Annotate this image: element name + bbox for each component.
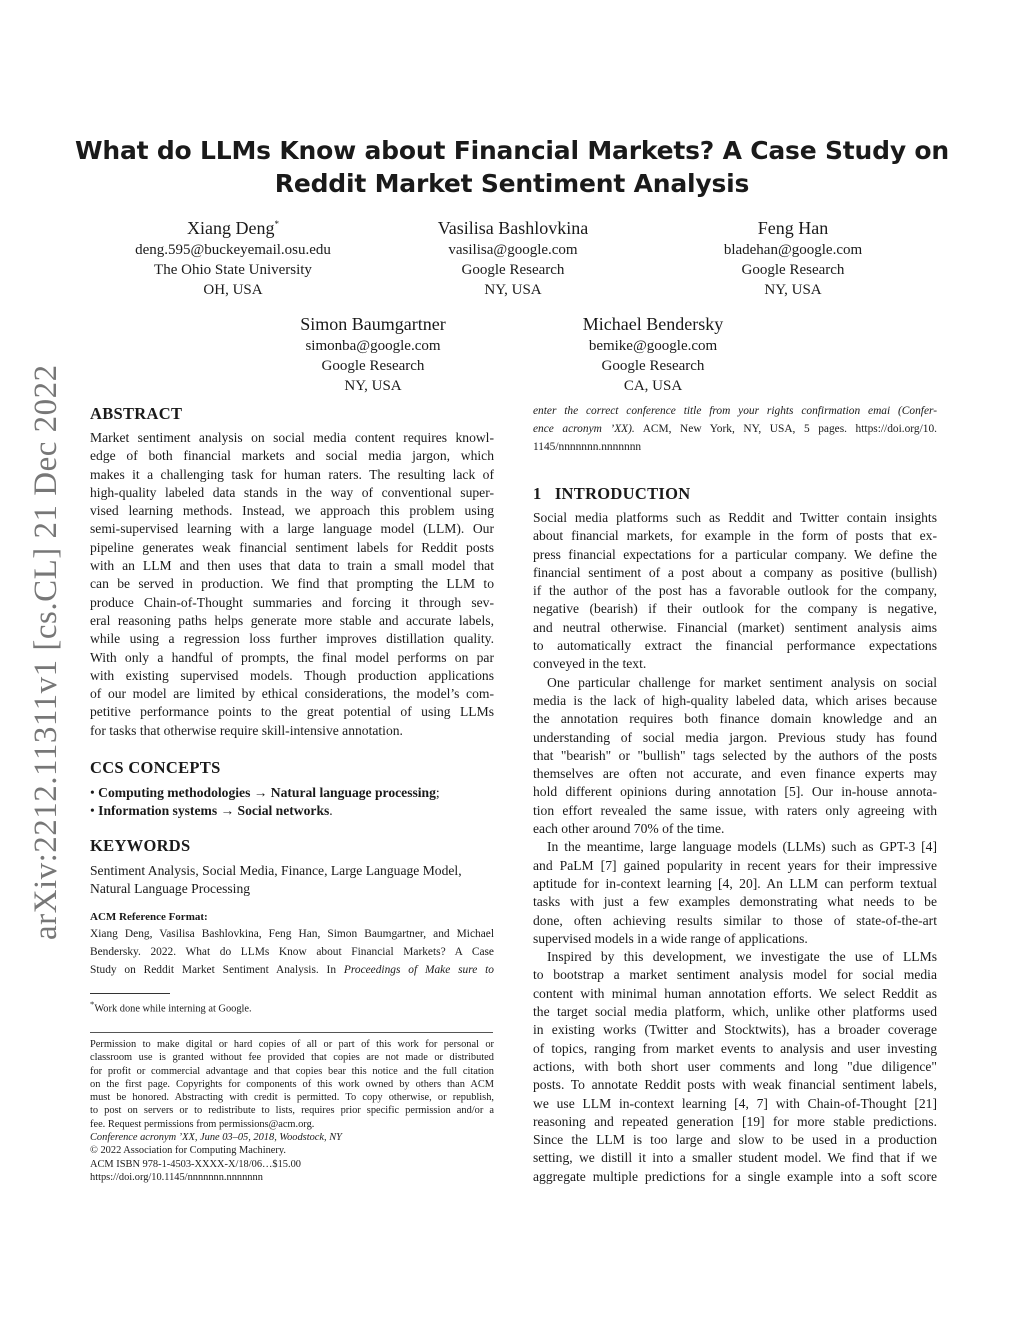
text-line: aggregate multiple predictions for a single example into a soft score — [533, 1168, 937, 1184]
text-line: of our model are limited by ethical considerations, the model’s com- — [90, 686, 494, 702]
text-line: Inspired by this development, we investigate the use of LLMs — [547, 949, 937, 965]
author-affiliation: Google Research — [741, 262, 845, 278]
text-line: for profit or commercial advantage and that copies bear this notice and the full citation — [90, 1065, 494, 1077]
author-name: Vasilisa Bashlovkina — [437, 218, 589, 238]
text-line: reasoning and repeated generation [19] for more stable predictions. — [533, 1113, 937, 1129]
text-line: edge of both financial markets and social media jargon, which — [90, 448, 494, 464]
text-line: if the author of the post has a favorable outlook for the company, — [533, 583, 937, 599]
paper-title — [60, 134, 964, 200]
introduction-heading: 1 INTRODUCTION — [533, 484, 691, 503]
acm-ref-heading: ACM Reference Format: — [90, 911, 208, 923]
text-line: conveyed in the text. — [533, 656, 647, 672]
paragraph — [533, 838, 937, 948]
ccs-heading: CCS CONCEPTS — [90, 758, 221, 777]
text-line: posts. To annotate Reddit posts with weak financial sentiment labels, — [533, 1077, 937, 1093]
acm-ref-line: Bendersky. 2022. What do LLMs Know about Financial Markets? A Case — [90, 946, 494, 958]
paragraph — [533, 948, 937, 1186]
author-affiliation: Google Research — [461, 262, 565, 278]
doi-link[interactable]: https://doi.org/10.1145/nnnnnnn.nnnnnnn — [90, 1171, 263, 1183]
text-line: while using a regression loss further improves distillation quality. — [90, 631, 494, 647]
author-block — [510, 308, 796, 396]
text-line: produce Chain-of-Thought summaries and forcing it through sev- — [90, 594, 494, 610]
text-line: to automatically extract the financial performance expectations — [533, 638, 937, 654]
author-location: NY, USA — [764, 282, 822, 298]
text-line: high-quality labeled data stands in the way of conventional super- — [90, 484, 494, 500]
title-line: Reddit Market Sentiment Analysis — [274, 169, 750, 198]
text-line: Market sentiment analysis on social media content requires knowl- — [90, 430, 494, 445]
author-name: Michael Bendersky — [582, 314, 724, 334]
abstract-section — [90, 404, 494, 740]
text-line: tasks with just a few examples demonstrating what needs to be — [533, 894, 937, 910]
text-line: understanding of social media jargon. Previous study has found — [533, 729, 937, 745]
text-line: the target social media platform, which, unlike other platforms used — [533, 1004, 937, 1020]
text-line: semi-supervised learning with a large language model (LLM). Our — [90, 521, 494, 537]
text-line: In the meantime, large language models (LLMs) such as GPT-3 [4] — [547, 839, 937, 855]
paragraph — [533, 674, 937, 839]
author-affiliation: The Ohio State University — [154, 262, 312, 278]
copyright-line: © 2022 Association for Computing Machinery. — [90, 1145, 286, 1157]
text-line: with existing supervised models. Though production applications — [90, 667, 494, 683]
text-line: Since the LLM is too large and slow to be used in a production — [533, 1132, 937, 1148]
text-line: vised learning methods. Instead, we approach this problem using — [90, 503, 494, 519]
text-line: with an LLM and then uses that data to train a small model that — [90, 558, 494, 574]
author-email[interactable]: simonba@google.com — [305, 338, 441, 354]
text-line: can be served in production. We find that prompting the LLM to — [90, 576, 494, 592]
acm-ref-line: Xiang Deng, Vasilisa Bashlovkina, Feng Han, Simon Baumgartner, and Michael — [90, 928, 494, 940]
text-line: must be honored. Abstracting with credit is permitted. To copy otherwise, or republish, — [90, 1092, 494, 1104]
text-line: negative (bearish) if their outlook for the company is negative, — [533, 601, 937, 617]
text-line: fee. Request permissions from permissions@acm.org. — [90, 1118, 315, 1130]
text-line: Permission to make digital or hard copies of all or part of this work for personal or — [90, 1039, 494, 1050]
text-line: the annotation requires both finance domain knowledge and an — [533, 711, 937, 727]
author-email[interactable]: vasilisa@google.com — [448, 242, 578, 258]
author-affiliation: Google Research — [601, 358, 705, 374]
author-block — [650, 212, 936, 300]
text-line: supervised models in a wide range of applications. — [533, 930, 808, 946]
text-line: about financial markets, for example in the form of posts that ex- — [533, 528, 937, 544]
author-email[interactable]: bladehan@google.com — [723, 242, 863, 258]
abstract-heading: ABSTRACT — [90, 404, 183, 423]
author-affiliation: Google Research — [321, 358, 425, 374]
text-line: eral reasoning paths helps generate more stable and accurate labels, — [90, 612, 494, 628]
text-line: for tasks that otherwise require skill-intensive annotation. — [90, 722, 403, 738]
text-line: classroom use is granted without fee provided that copies are not made or distributed — [90, 1052, 494, 1064]
acm-ref-line: Study on Reddit Market Sentiment Analysis. In Proceedings of Make sure to — [90, 964, 494, 976]
conference-line: Conference acronym ’XX, June 03–05, 2018, Woodstock, NY — [90, 1132, 342, 1144]
text-line: of topics, ranging from market events to analysis and user investing — [533, 1040, 937, 1056]
text-line: and neutral otherwise. Financial (market) sentiment analysis aims — [533, 619, 937, 635]
keywords-line: Natural Language Processing — [90, 881, 251, 897]
text-line: we use LLM in-context learning [4, 7] with Chain-of-Thought [21] — [533, 1095, 937, 1111]
text-line: content with minimal human annotation efforts. We select Reddit as — [533, 985, 937, 1001]
author-block — [230, 308, 516, 396]
keywords-line: Sentiment Analysis, Social Media, Finance, Large Language Model, — [90, 863, 462, 878]
acm-reference — [90, 909, 494, 979]
text-line: to bootstrap a market sentiment analysis model for social media — [533, 967, 937, 983]
text-line: With only a handful of prompts, the final model performs on par — [90, 649, 494, 665]
text-line: setting, we distill it into a smaller student model. We find that if we — [533, 1150, 937, 1166]
acm-ref-line: 1145/nnnnnnn.nnnnnnn — [533, 441, 642, 453]
author-location: CA, USA — [623, 378, 683, 394]
text-line: done, often achieving results similar to those of state-of-the-art — [533, 912, 937, 928]
author-block — [90, 212, 376, 300]
author-email[interactable]: bemike@google.com — [588, 338, 718, 354]
text-line: press financial expectations for a particular company. We define the — [533, 546, 937, 562]
ccs-item: • Computing methodologies → Natural language processing; — [90, 785, 440, 800]
text-line: in existing works (Twitter and Stocktwits), has a broader coverage — [533, 1022, 937, 1038]
text-line: pipeline generates weak financial sentiment labels for Reddit posts — [90, 539, 494, 555]
title-line: What do LLMs Know about Financial Markets? A Case Study on — [74, 136, 950, 165]
text-line: tion effort revealed the same issue, with raters only agreeing with — [533, 802, 937, 818]
author-location: NY, USA — [484, 282, 542, 298]
keywords-section — [90, 836, 494, 899]
text-line: financial sentiment of a post about a company as positive (bullish) — [533, 564, 937, 580]
author-location: OH, USA — [203, 282, 263, 298]
author-name: Xiang Deng* — [187, 218, 279, 238]
author-location: NY, USA — [344, 378, 402, 394]
text-line: themselves are often not accurate, and even finance experts may — [533, 766, 937, 782]
ccs-item: • Information systems → Social networks. — [90, 803, 333, 819]
acm-ref-line: enter the correct conference title from your rights confirmation emai (Confer- — [533, 405, 937, 417]
footnote: *Work done while interning at Google. — [90, 999, 252, 1015]
author-block — [370, 212, 656, 300]
acm-reference-continued — [533, 402, 937, 456]
author-email[interactable]: deng.595@buckeyemail.osu.edu — [135, 242, 331, 258]
text-line: aptitude for in-context learning [4, 20]. An LLM can perform textual — [533, 875, 937, 891]
text-line: actions, with both short user comments and long "due diligence" — [533, 1058, 937, 1074]
text-line: One particular challenge for market sentiment analysis on social — [547, 674, 937, 690]
permission-block — [90, 1038, 494, 1184]
acm-ref-line: ence acronym ’XX). ACM, New York, NY, USA, 5 pages. https://doi.org/10. — [533, 423, 937, 435]
text-line: Social media platforms such as Reddit and Twitter contain insights — [533, 510, 937, 525]
isbn-line: ACM ISBN 978-1-4503-XXXX-X/18/06…$15.00 — [90, 1158, 301, 1170]
text-line: makes it a challenging task for human raters. The resulting lack of — [90, 466, 494, 482]
text-line: hold different opinions during annotation [5]. Our in-house annota- — [533, 784, 937, 800]
text-line: petitive performance points to the great potential of using LLMs — [90, 704, 494, 720]
text-line: to post on servers or to redistribute to lists, requires prior specific permission and/or a — [90, 1105, 494, 1117]
arxiv-stamp: arXiv:2212.11311v1 [cs.CL] 21 Dec 2022 — [28, 364, 64, 940]
ccs-section — [90, 758, 494, 821]
text-line: that "bearish" or "bullish" tags selected by the authors of the posts — [533, 747, 937, 763]
text-line: on the first page. Copyrights for components of this work owned by others than ACM — [90, 1078, 494, 1090]
text-line: media is the lack of high-quality labeled data, which arises because — [533, 692, 937, 708]
text-line: and PaLM [7] gained popularity in recent years for their impressive — [533, 857, 937, 873]
author-name: Simon Baumgartner — [300, 314, 446, 334]
introduction-section — [533, 484, 937, 1186]
text-line: each other around 70% of the time. — [533, 821, 725, 837]
author-name: Feng Han — [757, 218, 829, 238]
keywords-heading: KEYWORDS — [90, 836, 191, 855]
paragraph — [533, 509, 937, 674]
